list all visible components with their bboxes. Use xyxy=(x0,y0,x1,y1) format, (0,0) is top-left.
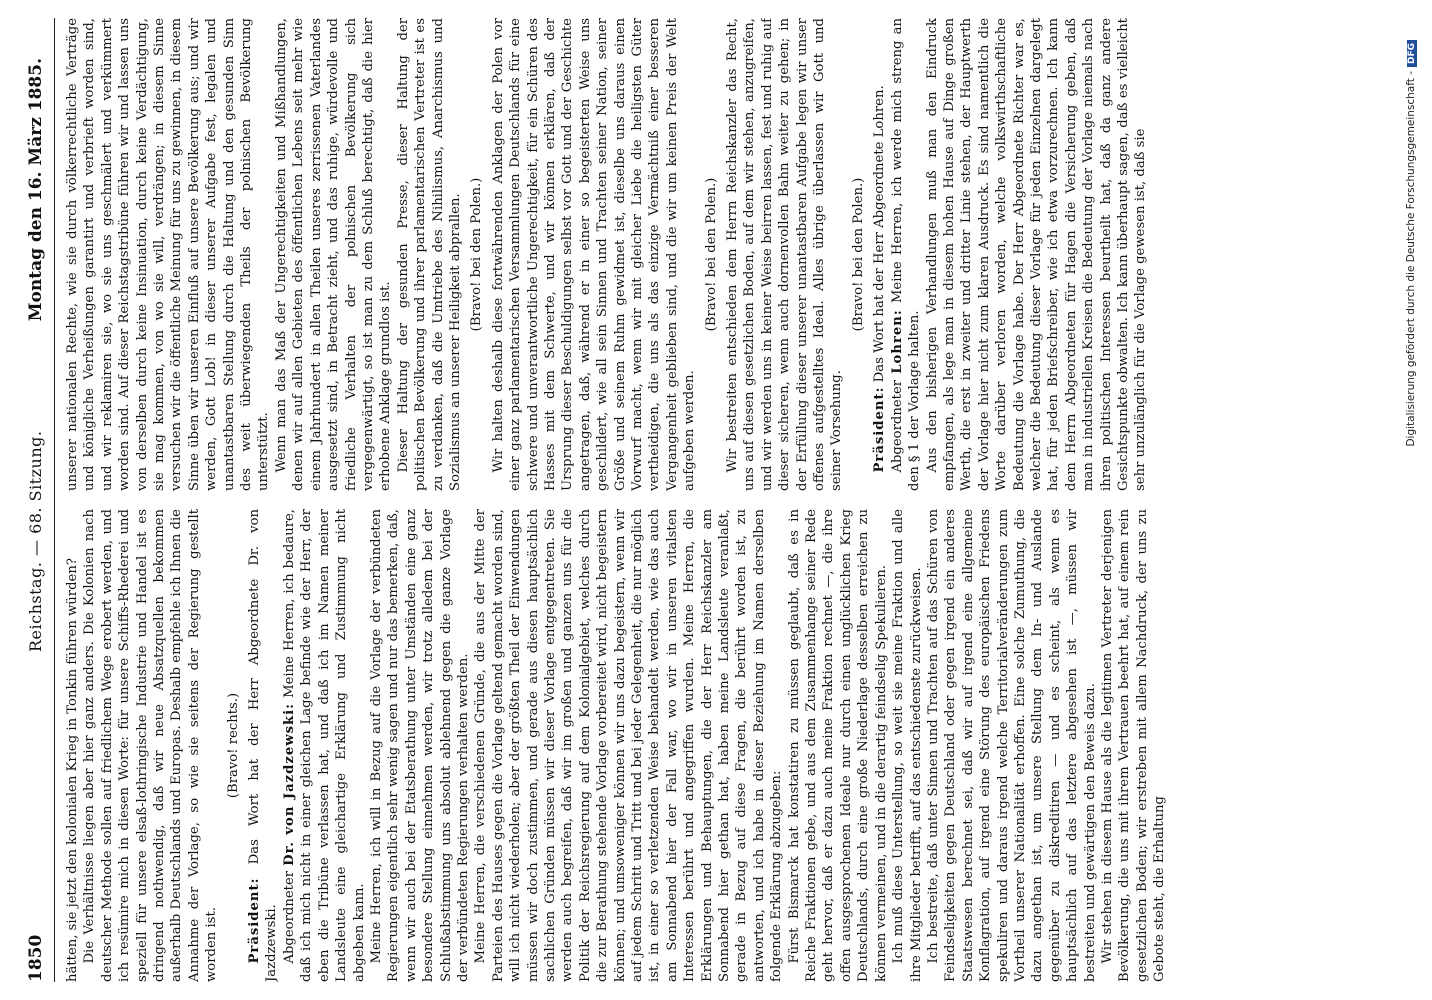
credit-text: Digitalisierung gefördert durch die Deutsche Forschungsgemeinschaft - xyxy=(1405,71,1417,447)
speech-text: Meine Herren, ich bedaure, daß ich mich nicht in einer gleichen Lage befinde wie der Herr, der eben die Tribüne verlassen hat, und daß ich im Namen meiner Landsleute eine gleichartige Erklärung und Zustimmung nicht abgeben kann. xyxy=(281,509,367,982)
speaker-name: Dr. von Jazdzewski: xyxy=(281,702,297,866)
speaker-prefix: Abgeordneter xyxy=(889,373,905,473)
session-title: Reichstag. — 68. Sitzung. xyxy=(26,430,45,652)
body-paragraph: Ich muß diese Unterstellung, so weit sie meine Fraktion und alle ihre Mitglieder betrifft, auf das entschiedenste zurückweisen. xyxy=(891,509,924,982)
right-column xyxy=(64,18,1332,491)
applause-note: (Bravo! bei den Polen.) xyxy=(703,177,719,332)
speech-text: Das Wort hat der Herr Abgeordnete Lohren. xyxy=(872,85,888,387)
speech-paragraph xyxy=(889,18,924,491)
body-paragraph: Wir stehen in diesem Hause als die legitimen Vertreter derjenigen Bevölkerung, die uns mit ihrem Vertrauen beehrt hat, auf einem rein gesetzlichen Boden; wir erstreben mit allem Nachdruck, der uns zu Gebote steht, die Erhaltung xyxy=(1099,509,1168,982)
text-columns xyxy=(64,18,1332,982)
speech-text: Das Wort hat der Herr Abgeordnete Dr. von Jazdzewski. xyxy=(247,509,280,982)
body-paragraph: Meine Herren, ich will in Bezug auf die Vorlage der verbündeten Regierungen eigentlich sehr wenig sagen und nur das bemerken, daß, wenn wir auch bei der Etatsberathung unter Umständen eine ganz besondere Stellung einnehmen werden, wir trotz alledem bei der Schlußabstimmung uns absolut ablehnend gegen die ganze Vorlage der verbündeten Regierungen verhalten werden. xyxy=(368,509,471,982)
body-paragraph: hätten, sie jetzt den kolonialen Krieg in Tonkin führen würden? xyxy=(65,558,80,982)
speech-paragraph xyxy=(281,509,368,982)
body-paragraph: unserer nationalen Rechte, wie sie durch völkerrechtliche Verträge und königliche Verheißungen garantirt und verbrieft worden sind, und wir reklamiren sie, wo sie uns geschmälert und verkümmert worden sind. Auf dieser Reichstagstribüne führen wir und lassen uns von derselben durch keine Insinuation, durch keine Verdächtigung, sie mag kommen, von wo sie will, verdrängen; in diesem Sinne versuchen wir die öffentliche Meinung für uns zu gewinnen, in diesem Sinne üben wir unseren Einfluß auf unsere Bevölkerung aus; und wir werden, Gott Lob! in dieser unserer Aufgabe fest, legalen und unantastbaren Stellung durch die Haltung und den gesunden Sinn des weit überwiegenden Theils der polnischen Bevölkerung unterstützt. xyxy=(65,18,272,491)
body-paragraph: Wenn man das Maß der Ungerechtigkeiten und Mißhandlungen, denen wir auf allen Gebieten des öffentlichen Lebens seit mehr wie einem Jahrhundert in allen Theilen unseres zerrissenen Vaterlandes ausgesetzt sind, in Betracht zieht, und das ruhige, würdevolle und friedliche Verhalten der polnischen Bevölkerung sich vergegenwärtigt, so ist man zu dem Schluß berechtigt, daß die hier erhobene Anklage grundlos ist. xyxy=(273,18,394,491)
speaker-name: Präsident: xyxy=(247,877,263,964)
speaker-name: Lohren: xyxy=(889,309,905,374)
body-paragraph: Die Verhältnisse liegen aber hier ganz anders. Die Kolonien nach deutscher Methode sollen auf friedlichem Wege erobert werden, und ich resümire mich in diesen Worte: für unsere Schiffs-Rhederei und speziell für unsere elsaß-lothringische Industrie und Handel ist es dringend nothwendig, daß wir neue Absatzquellen bekommen außerhalb Deutschlands und Europas. Deshalb empfehle ich Ihnen die Annahme der Vorlage, so wie sie seitens der Regierung gestellt worden ist. xyxy=(82,509,220,982)
body-paragraph: Wir bestreiten entschieden dem Herrn Reichskanzler das Recht, uns auf diesen gesetzlichen Boden, auf dem wir stehen, anzugreifen, und wir werden uns in keiner Weise beirren lassen, fest und ruhig auf dieser sicheren, wenn auch dornenvollen Bahn weiter zu gehen; in der Erfüllung dieser unserer unantastbaren Aufgabe legen wir unser offenes aufgestelltes Ideal. Alles übrige überlassen wir Gott und seiner Vorsehung. xyxy=(725,18,845,491)
body-paragraph: Fürst Bismarck hat konstatiren zu müssen geglaubt, daß es in Reiche Fraktionen gebe, und aus dem Zusammenhange seiner Rede geht hervor, daß er dazu auch meine Fraktion rechnet —, die ihre offen ausgesprochenen Ideale nur durch einen unglücklichen Krieg Deutschlands, durch eine große Niederlage desselben erreichen zu können vermeinen, und in die derartig feindselig Spekulieren. xyxy=(786,509,889,982)
page-header xyxy=(22,18,55,982)
dfg-logo: DFG xyxy=(1407,40,1417,67)
body-paragraph: Aus den bisherigen Verhandlungen muß man den Eindruck empfangen, als lege man in diesem hohen Hause auf Dinge großen Werth, die erst in zweiter und dritter Linie stehen, der Hauptwerth der Vorlage hier nicht zum klaren Ausdruck. Es sind namentlich die Worte darüber verloren worden, welche volkswirthschaftliche Bedeutung die Vorlage habe. Der Herr Abgeordnete Richter war es, welcher die Bedeutung dieser Vorlage für jeden Einzelnen dargelegt hat, für jeden Briefschreiber, wie ich etwa vorzurechnen. Ich kann dem Herrn Abgeordneten für Hagen die Versicherung geben, daß man in industriellen Kreisen die Bedeutung der Vorlage niemals nach ihren politischen Interessen beurtheilt hat, daß da ganz andere Gesichtspunkte obwalten. Ich kann überhaupt sagen, daß es vielleicht sehr unzulänglich für die Vorlage gewesen ist, daß sie xyxy=(924,18,1149,491)
speaker-name: Präsident: xyxy=(872,386,888,473)
left-column xyxy=(64,509,1332,982)
session-date: Montag den 16. März 1885. xyxy=(26,58,46,322)
speech-paragraph xyxy=(246,509,281,982)
body-paragraph: Ich bestreite, daß unter Sinnen und Trachten auf das Schüren von Feindseligkeiten gegen Deutschland oder gegen irgend ein anderes Staatswesen berechnet sei, daß wir auf irgend eine allgemeine Konflagration, auf irgend eine Störung des europäischen Friedens spekuliren und daraus irgend welche Territorialveränderungen zum Vortheil unserer Nationalität erhoffen. Eine solche Zumuthung, die dazu angethan ist, um unsere Stellung dem In- und Auslande gegenüber zu diskreditiren — und es scheint, als wenn es hauptsächlich auf das letztere abgesehen ist —, müssen wir bestreiten und gewärtigen den Beweis dazu. xyxy=(925,509,1098,982)
page-number: 1850 xyxy=(26,934,46,982)
digitization-credit xyxy=(1405,0,1417,1000)
applause-note: (Bravo! bei den Polen.) xyxy=(850,177,866,332)
applause-note: (Bravo! bei den Polen.) xyxy=(469,177,485,332)
speaker-prefix: Abgeordneter xyxy=(281,865,297,964)
body-paragraph: Wir halten deshalb diese fortwährenden Anklagen der Polen vor einer ganz parlamentarischen Versammlungen Deutschlands für eine schwere und unverantwortliche Ungerechtigkeit, für ein Schüren des Hasses mit dem Schwerte, und wir können erklären, daß der Ursprung dieser Beschuldigungen selbst vor Gott und der Geschichte angetragen, daß, während er in einer so begeisterten Weise uns geschildert, wie all sein Sinnen und Trachten seiner Nation, seiner Größe und seinem Ruhm gewidmet ist, dieselbe uns daraus einen Vorwurf macht, wenn wir mit gleicher Liebe die heiligsten Güter vertheidigen, die uns als das einzige Vermächtniß einer besseren Vergangenheit geblieben sind, und die wir um keinen Preis der Welt aufgeben werden. xyxy=(490,18,698,491)
speech-paragraph xyxy=(871,18,888,491)
speech-text: Meine Herren, ich werde mich streng an den § 1 der Vorlage halten. xyxy=(889,18,923,491)
body-paragraph: Meine Herren, die verschiedenen Gründe, die aus der Mitte der Parteien des Hauses gegen die Vorlage geltend gemacht worden sind, will ich nicht wiederholen; aber der größten Theil der Einwendungen müssen wir doch zustimmen, und gerade aus diesen hauptsächlich sachlichen Gründen müssen wir dieser Vorlage entgegentreten. Sie werden auch begreifen, daß wir im großen und ganzen uns für die Politik der Reichsregierung auf dem Kolonialgebiet, welches durch die zur Berathung stehende Vorlage vorbereitet wird, nicht begeistern können; und umsoweniger können wir uns dazu begeistern, wenn wir auf jedem Schritt und Tritt und bei jeder Gelegenheit, die nur möglich ist, in einer so verletzenden Weise behandelt werden, wie das auch am Sonnabend hier der Fall war, wo wir in unseren vitalsten Interessen berührt und angegriffen wurden. Meine Herren, die Erklärungen und Behauptungen, die der Herr Reichskanzler am Sonnabend hier gethan hat, haben meine Landsleute veranlaßt, gerade in Bezug auf diese Fragen, die berührt worden ist, zu antworten, und ich habe in dieser Beziehung im Namen derselben folgende Erklärung abzugeben: xyxy=(473,509,785,982)
body-paragraph: Dieser Haltung der gesunden Presse, dieser Haltung der politischen Bevölkerung und ihrer parlamentarischen Vertreter ist es zu verdanken, daß die Umtriebe des Nihilismus, Anarchismus und Sozialismus an unserer Heiligkeit abprallen. xyxy=(395,18,463,491)
applause-note: (Bravo! rechts.) xyxy=(225,692,241,799)
